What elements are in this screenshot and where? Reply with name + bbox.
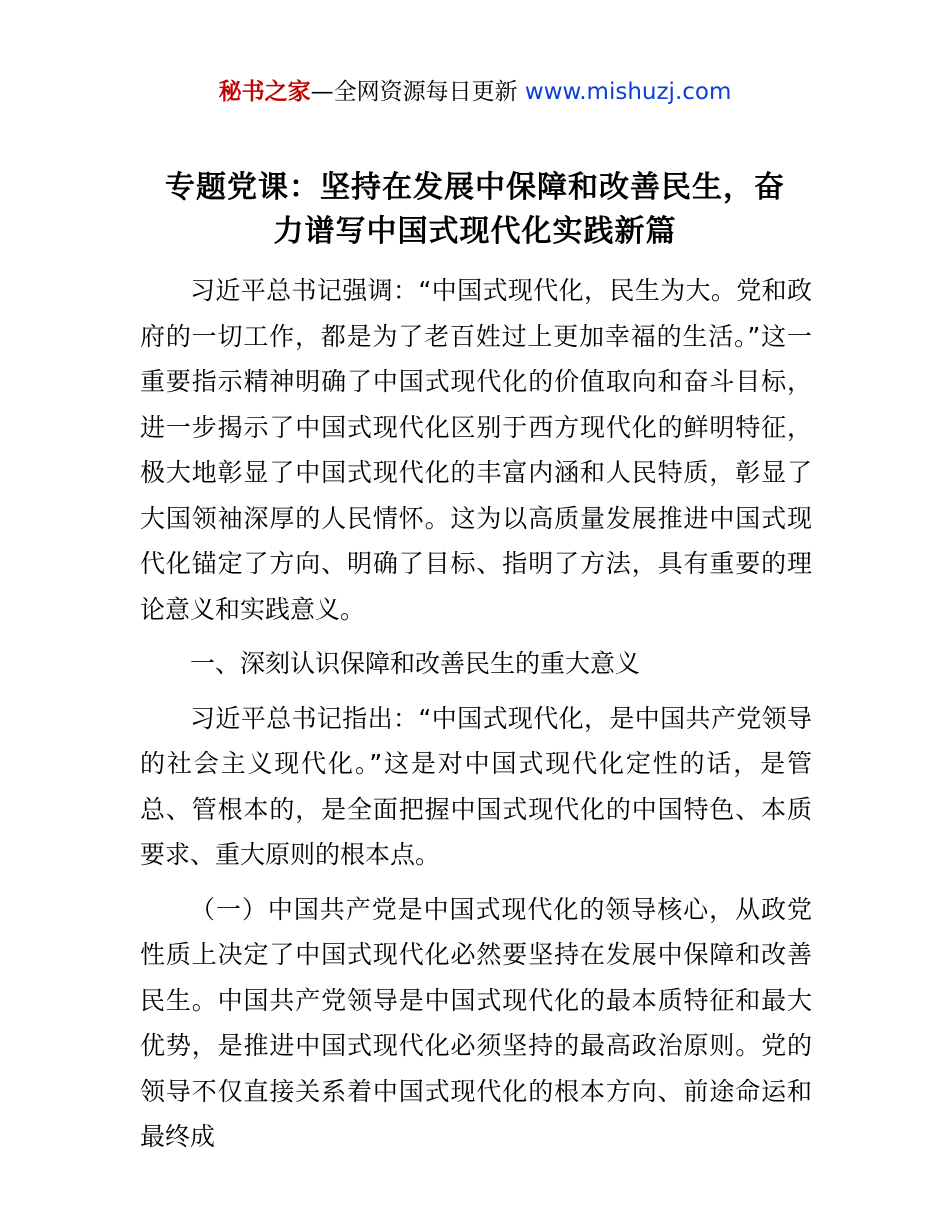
body-paragraph-1: 习近平总书记强调：“中国式现代化，民生为大。党和政府的一切工作，都是为了老百姓过上更加幸福的生活。”这一重要指示精神明确了中国式现代化的价值取向和奋斗目标，进一步揭示了中国式现代化区别于西方现代化的鲜明特征，极大地彰显了中国式现代化的丰富内涵和人民特质，彰显了大国领袖深厚的人民情怀。这为以高质量发展推进中国式现代化锚定了方向、明确了目标、指明了方法，具有重要的理论意义和实践意义。 (140, 276, 812, 624)
body-paragraph-3: （一）中国共产党是中国式现代化的领导核心，从政党性质上决定了中国式现代化必然要坚持在发展中保障和改善民生。中国共产党领导是中国式现代化的最本质特征和最大优势，是推进中国式现代化必须坚持的最高政治原则。党的领导不仅直接关系着中国式现代化的根本方向、前途命运和最终成 (140, 894, 812, 1151)
document-title (120, 166, 830, 254)
site-url-link[interactable]: www.mishuzj.com (524, 79, 732, 105)
section-heading-1: 一、深刻认识保障和改善民生的重大意义 (190, 649, 641, 678)
site-header (0, 76, 950, 108)
site-tagline: —全网资源每日更新 (310, 79, 525, 105)
document-body (140, 268, 812, 1169)
body-paragraph-2: 习近平总书记指出：“中国式现代化，是中国共产党领导的社会主义现代化。”这是对中国式现代化定性的话，是管总、管根本的，是全面把握中国式现代化的中国特色、本质要求、重大原则的根本点。 (140, 703, 812, 869)
document-title-line-2: 力谱写中国式现代化实践新篇 (273, 214, 677, 249)
site-brand: 秘书之家 (218, 79, 311, 105)
document-title-line-1: 专题党课：坚持在发展中保障和改善民生，奋 (165, 170, 785, 205)
